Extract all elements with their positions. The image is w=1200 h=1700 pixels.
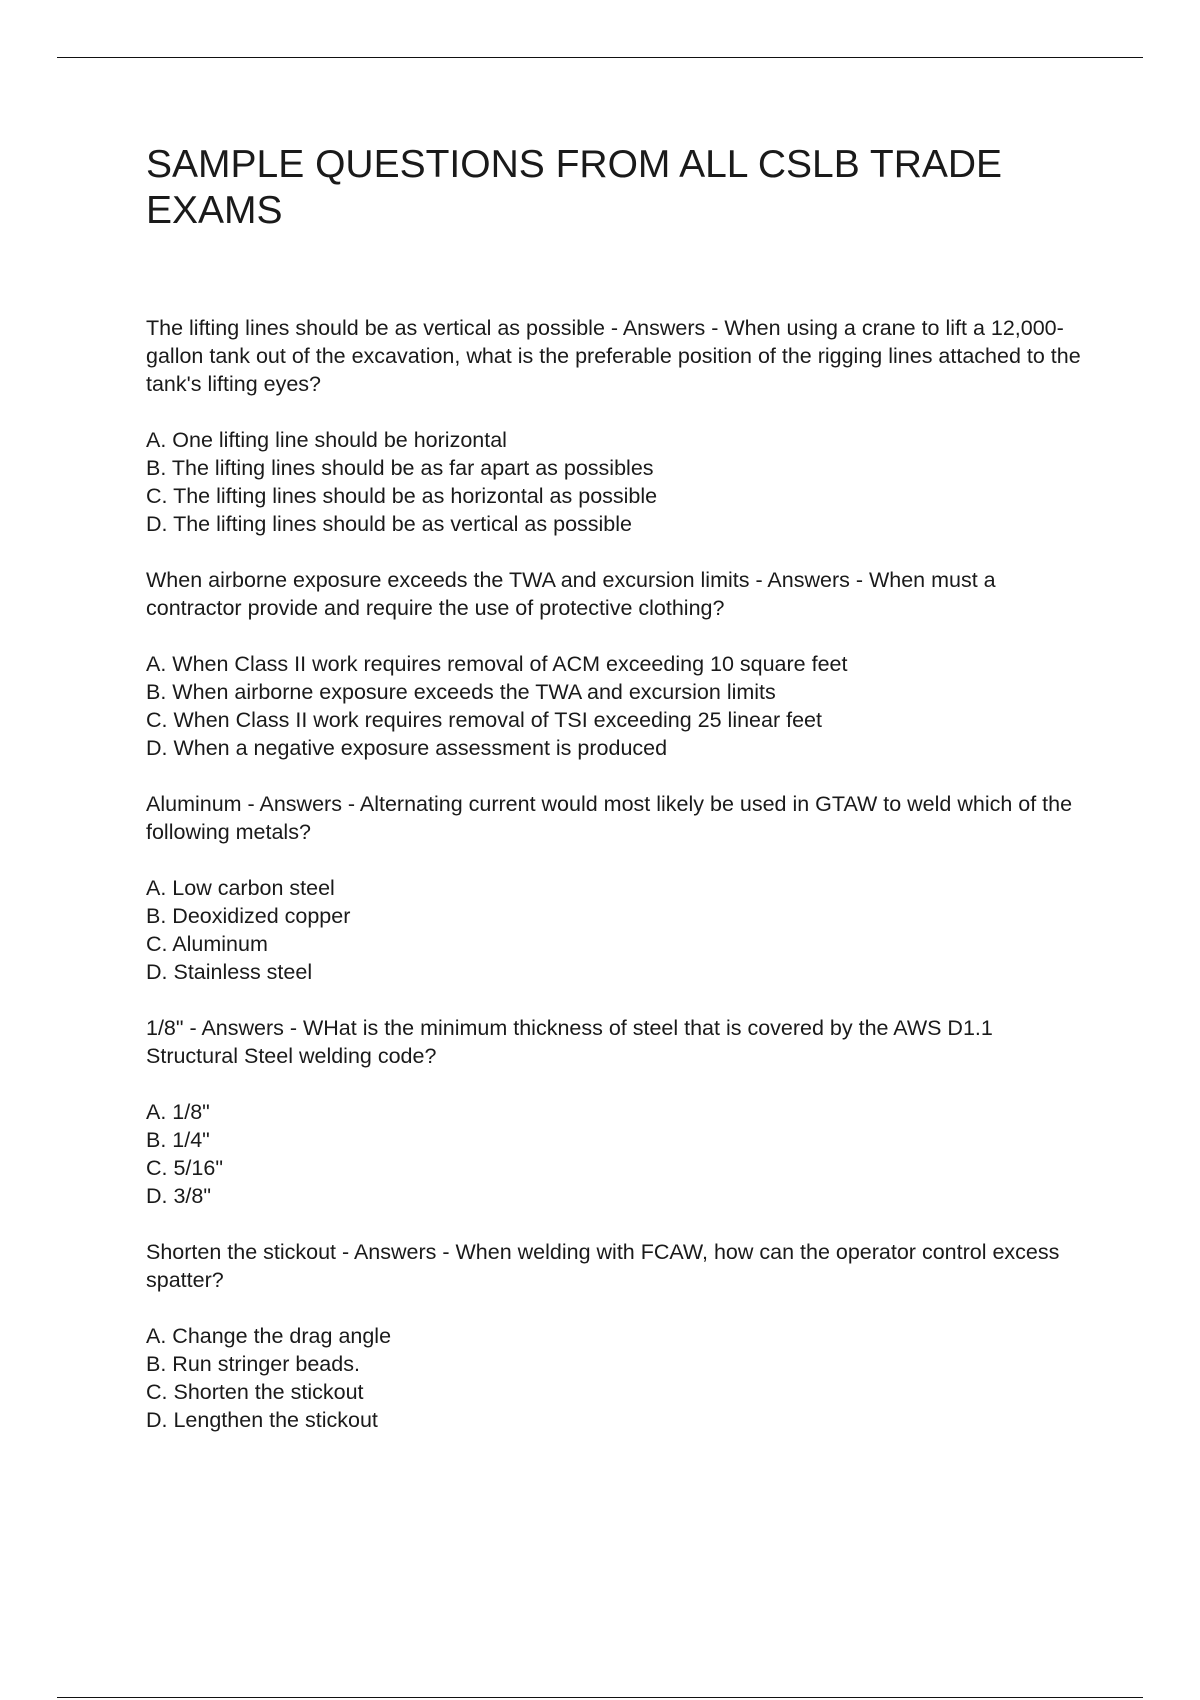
option-d: D. 3/8" (146, 1184, 211, 1208)
question-text: Aluminum - Answers - Alternating current would most likely be used in GTAW to weld which of the following metals? (146, 792, 1073, 844)
question-text: 1/8" - Answers - WHat is the minimum thickness of steel that is covered by the AWS D1.1 Structural Steel welding code? (146, 1016, 993, 1068)
option-b: B. Run stringer beads. (146, 1352, 360, 1376)
option-c: C. 5/16" (146, 1156, 223, 1180)
page-title: SAMPLE QUESTIONS FROM ALL CSLB TRADE EXAMS (146, 143, 1003, 232)
question-block-1 (146, 314, 1086, 538)
question-text: Shorten the stickout - Answers - When welding with FCAW, how can the operator control excess spatter? (146, 1240, 1060, 1292)
bottom-rule (57, 1697, 1143, 1698)
option-a: A. One lifting line should be horizontal (146, 428, 507, 452)
option-d: D. Lengthen the stickout (146, 1408, 378, 1432)
answer-options (146, 1322, 1086, 1434)
question-block-3 (146, 790, 1086, 986)
question-text: The lifting lines should be as vertical as possible - Answers - When using a crane to lift a 12,000-gallon tank out of the excavation, what is the preferable position of the rigging lines attached to the tank's lifting eyes? (146, 316, 1081, 396)
page-content (146, 142, 1086, 1462)
answer-options (146, 1098, 1086, 1210)
option-a: A. Low carbon steel (146, 876, 335, 900)
answer-options (146, 874, 1086, 986)
option-d: D. Stainless steel (146, 960, 313, 984)
option-a: A. When Class II work requires removal of ACM exceeding 10 square feet (146, 652, 848, 676)
question-block-4 (146, 1014, 1086, 1210)
option-c: C. The lifting lines should be as horizontal as possible (146, 484, 658, 508)
option-b: B. 1/4" (146, 1128, 210, 1152)
top-rule (57, 57, 1143, 58)
question-block-5 (146, 1238, 1086, 1434)
option-a: A. 1/8" (146, 1100, 210, 1124)
option-d: D. The lifting lines should be as vertical as possible (146, 512, 632, 536)
option-d: D. When a negative exposure assessment is produced (146, 736, 668, 760)
option-c: C. Shorten the stickout (146, 1380, 364, 1404)
option-b: B. When airborne exposure exceeds the TWA and excursion limits (146, 680, 776, 704)
option-b: B. The lifting lines should be as far apart as possibles (146, 456, 654, 480)
option-b: B. Deoxidized copper (146, 904, 351, 928)
answer-options (146, 650, 1086, 762)
answer-options (146, 426, 1086, 538)
option-c: C. When Class II work requires removal of TSI exceeding 25 linear feet (146, 708, 822, 732)
option-a: A. Change the drag angle (146, 1324, 392, 1348)
option-c: C. Aluminum (146, 932, 268, 956)
question-block-2 (146, 566, 1086, 762)
question-text: When airborne exposure exceeds the TWA and excursion limits - Answers - When must a contractor provide and require the use of protective clothing? (146, 568, 996, 620)
